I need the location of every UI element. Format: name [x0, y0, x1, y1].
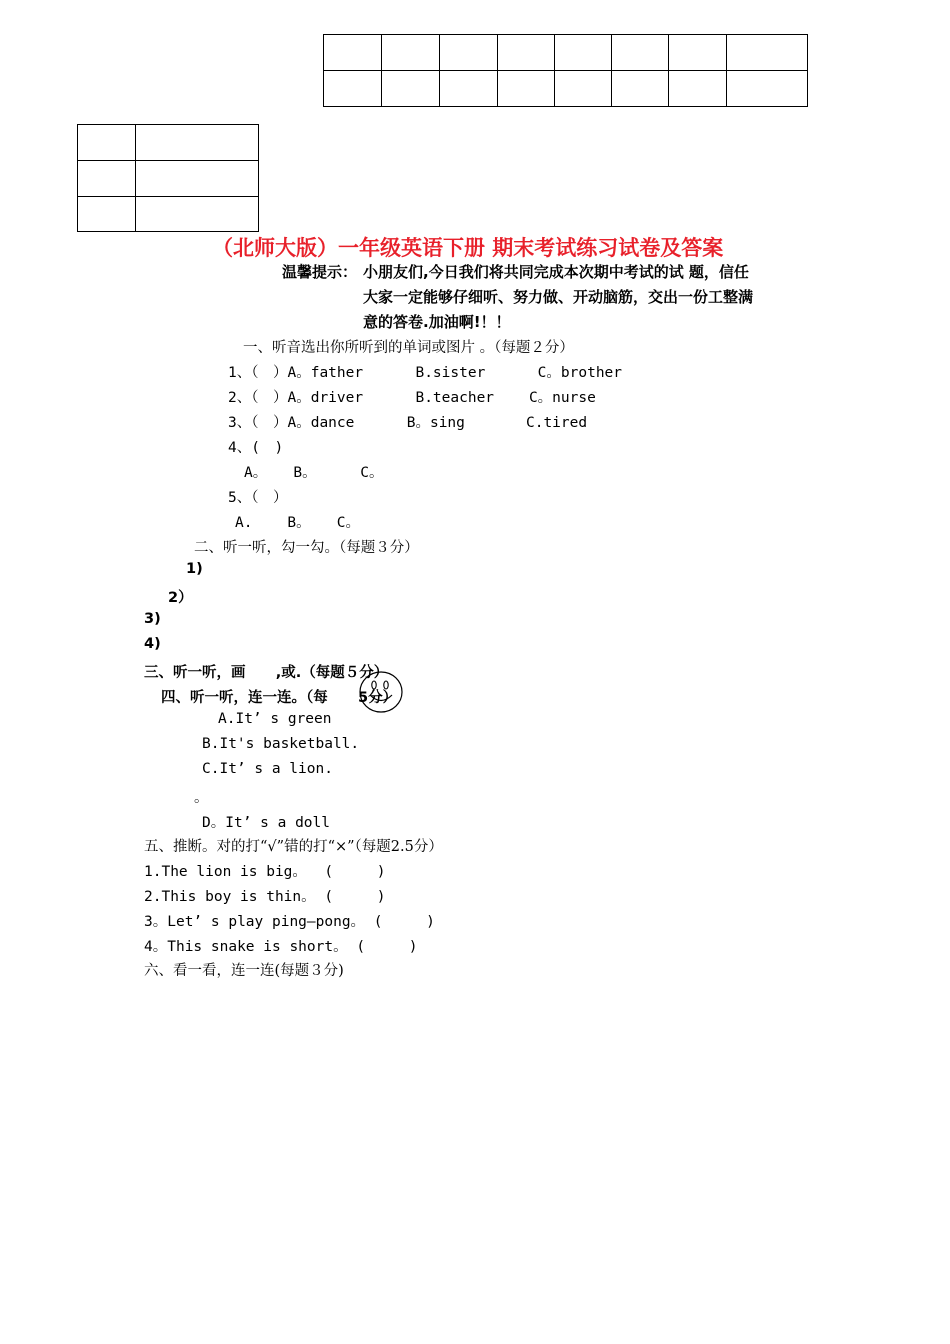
score-table	[323, 34, 808, 107]
section5-heading: 五、推断。对的打“√”错的打“×”（每题2.5分）	[144, 839, 443, 855]
section5-q4: 4。This snake is short。 ( )	[144, 939, 418, 955]
section4-option-c: C.It’ s a lion.	[202, 761, 333, 777]
section1-q2: 2、（ ）A。driver B.teacher C。nurse	[228, 390, 596, 406]
section4-option-b: B.It's basketball.	[202, 736, 360, 752]
grader-table	[77, 124, 259, 232]
section5-q1: 1.The lion is big。 ( )	[144, 864, 386, 880]
smiley-face-icon	[358, 670, 404, 714]
section1-q5: 5、（ ）	[228, 490, 288, 506]
section1-q4-options: A。 B。 C。	[244, 465, 384, 481]
section3-heading: 三、听一听，画 ,或.（每题５分）	[144, 665, 389, 681]
section1-q4: 4、( )	[228, 440, 284, 456]
section2-item-4: 4)	[144, 636, 161, 652]
tips-line-2: 大家一定能够仔细听、努力做、开动脑筋，交出一份工整满	[363, 288, 754, 306]
section5-q2: 2.This boy is thin。 ( )	[144, 889, 386, 905]
section4-option-d: D。It’ s a doll	[202, 815, 330, 831]
section1-q5-options: A. B。 C。	[235, 515, 361, 531]
section5-q3: 3。Let’ s play ping—pong。 ( )	[144, 914, 435, 930]
section1-heading: 一、听音选出你所听到的单词或图片 。（每题２分）	[243, 340, 574, 356]
tips-line-3: 意的答卷.加油啊!！！	[363, 313, 511, 331]
section1-q1: 1、（ ）A。father B.sister C。brother	[228, 365, 623, 381]
section2-item-1: 1)	[186, 561, 203, 577]
section4-heading: 四、听一听，连一连。（每 5分）	[161, 690, 398, 706]
section2-item-3: 3)	[144, 611, 161, 627]
section1-q3: 3、（ ）A。dance B。sing C.tired	[228, 415, 588, 431]
section4-option-a: A.It’ s green	[218, 711, 332, 727]
page-title: （北师大版）一年级英语下册 期末考试练习试卷及答案	[212, 236, 724, 260]
tips-label: 温馨提示：	[282, 263, 358, 281]
section2-item-2: 2）	[168, 590, 193, 606]
section2-heading: 二、听一听，勾一勾。（每题３分）	[194, 540, 419, 556]
tips-line-1: 小朋友们,今日我们将共同完成本次期中考试的试 题，信任	[363, 263, 749, 281]
section6-heading: 六、看一看，连一连(每题３分)	[144, 963, 344, 979]
section4-dot: 。	[194, 790, 209, 806]
